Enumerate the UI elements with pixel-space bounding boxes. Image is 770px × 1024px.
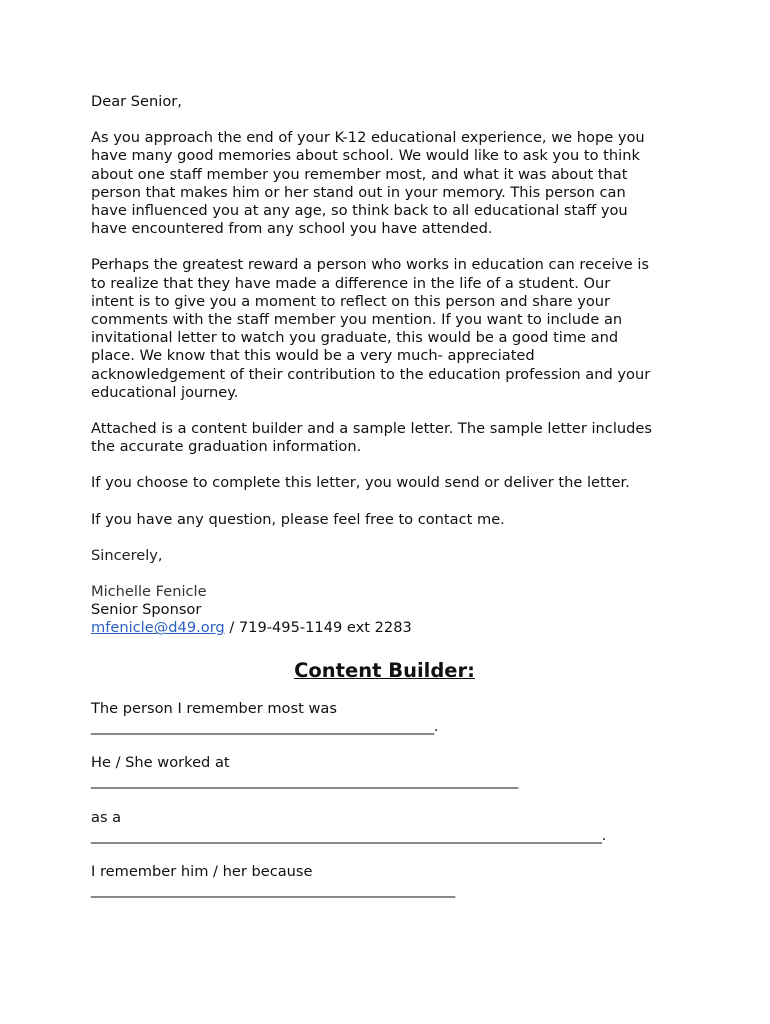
prompt-worked-at: He / She worked at xyxy=(91,754,230,772)
paragraph-contact: If you have any question, please feel free to contact me. xyxy=(91,510,505,528)
salutation: Dear Senior, xyxy=(91,93,182,110)
prompt-person: The person I remember most was xyxy=(91,699,337,717)
signature-name: Michelle Fenicle xyxy=(91,583,207,601)
blank-line-role: _________________________________________________________________________. xyxy=(91,826,607,844)
signature-block xyxy=(91,583,691,638)
content-builder-item xyxy=(91,700,691,736)
paragraph-intro: As you approach the end of your K-12 educational experience, we hope you have many good memories about school. We would like to ask you to think about one staff member you remember most, and what it was about that person that makes him or her stand out in your memory. This person can have influenced you at any age, so think back to all educational staff you have encountered from any school you have attended. xyxy=(91,129,645,238)
paragraph-attached: Attached is a content builder and a sample letter. The sample letter includes the accurate graduation information. xyxy=(91,420,652,456)
signature-contact xyxy=(91,619,691,637)
paragraph-reward: Perhaps the greatest reward a person who works in education can receive is to realize that they have made a difference in the life of a student. Our intent is to give you a moment to reflect on this person and share your comments with the staff member you mention. If you want to include an invitational letter to watch you graduate, this would be a good time and place. We know that this would be a very much- appreciated acknowledgement of their contribution to the education profession and your educational journey. xyxy=(91,256,651,401)
email-link[interactable]: mfenicle@d49.org xyxy=(91,619,225,637)
content-builder-item xyxy=(91,754,691,790)
blank-line-person: _________________________________________________. xyxy=(91,718,439,736)
content-builder-heading: Content Builder: xyxy=(294,658,475,682)
content-builder-item xyxy=(91,809,691,845)
prompt-role: as a xyxy=(91,808,122,826)
phone-text: / 719-495-1149 ext 2283 xyxy=(224,619,412,637)
content-builder-item xyxy=(91,863,691,899)
prompt-because: I remember him / her because xyxy=(91,863,313,881)
signature-title: Senior Sponsor xyxy=(91,601,202,619)
blank-line-worked-at: _____________________________________________________________ xyxy=(91,772,518,790)
closing: Sincerely, xyxy=(91,546,163,564)
letter-page xyxy=(91,93,691,918)
paragraph-send: If you choose to complete this letter, you would send or deliver the letter. xyxy=(91,474,630,492)
blank-line-because: ____________________________________________________ xyxy=(91,881,455,899)
